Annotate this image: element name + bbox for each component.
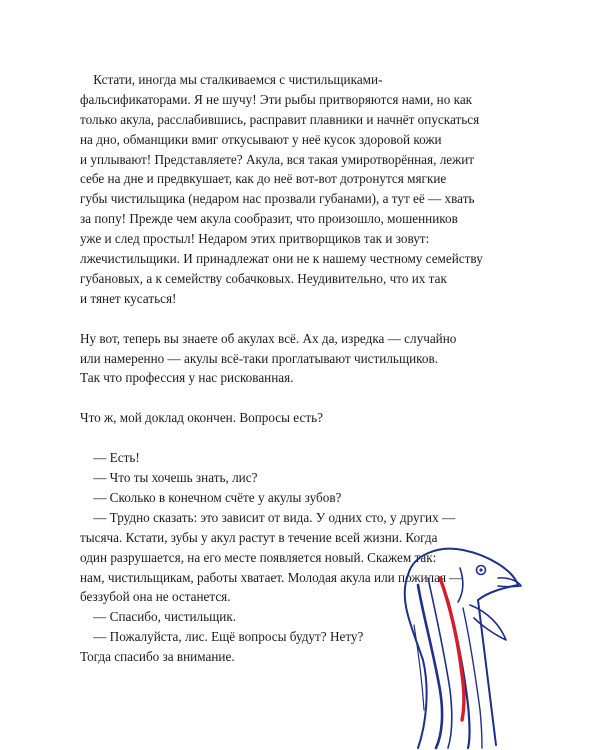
- paragraph-fake-cleaners: [80, 70, 520, 309]
- fish-pupil: [479, 568, 482, 571]
- dialogue-line: — Спасибо, чистильщик.: [80, 609, 237, 625]
- cleaner-fish-illustration: [378, 530, 528, 750]
- text-line: и уплывают! Представляете? Акула, вся такая умиротворённая, лежит: [80, 151, 475, 167]
- text-line: только акула, расслабившись, расправит плавники и начнёт опускаться: [80, 111, 480, 127]
- dialogue-line: тысяча. Кстати, зубы у акул растут в течение всей жизни. Когда: [80, 529, 438, 545]
- text-line: себе на дне и предвкушает, как до неё вот-вот дотронутся мягкие: [80, 171, 447, 187]
- paragraph-risky-profession: [80, 329, 520, 389]
- dialogue-line: — Трудно сказать: это зависит от вида. У одних сто, у других —: [80, 509, 456, 525]
- dialogue-line: — Что ты хочешь знать, лис?: [80, 470, 258, 486]
- text-line: губановых, а к семейству собачковых. Неудивительно, что их так: [80, 270, 447, 286]
- text-line: или намеренно — акулы всё-таки проглатывают чистильщиков.: [80, 350, 439, 366]
- text-line: Что ж, мой доклад окончен. Вопросы есть?: [80, 410, 323, 426]
- text-line: Так что профессия у нас рискованная.: [80, 370, 294, 386]
- text-line: фальсификаторами. Я не шучу! Эти рыбы притворяются нами, но как: [80, 91, 473, 107]
- dialogue-line: один разрушается, на его месте появляется новый. Скажем так:: [80, 549, 437, 565]
- fish-fin: [470, 605, 506, 640]
- text-line: на дно, обманщики вмиг откусывают у неё кусок здоровой кожи: [80, 131, 442, 147]
- fish-gill: [458, 568, 463, 602]
- dialogue-line: Тогда спасибо за внимание.: [80, 649, 235, 665]
- text-line: Ну вот, теперь вы знаете об акулах всё. Ах да, изредка — случайно: [80, 330, 457, 346]
- text-line: Кстати, иногда мы сталкиваемся с чистильщиками-: [80, 72, 383, 87]
- text-line: за попу! Прежде чем акула сообразит, что произошло, мошенников: [80, 211, 458, 227]
- dialogue-line: — Сколько в конечном счёте у акулы зубов?: [80, 490, 342, 506]
- text-line: уже и след простыл! Недаром этих притворщиков так и зовут:: [80, 231, 430, 247]
- dialogue-line: нам, чистильщикам, работы хватает. Молодая акула или пожилая —: [80, 569, 463, 585]
- paragraph-questions: [80, 408, 520, 428]
- fish-back: [405, 575, 427, 748]
- dialogue-line: — Пожалуйста, лис. Ещё вопросы будут? Нету?: [80, 629, 364, 645]
- text-line: и тянет кусаться!: [80, 290, 177, 306]
- text-line: лжечистильщики. И принадлежат они не к нашему честному семейству: [80, 251, 483, 267]
- dialogue-line: — Есть!: [80, 450, 140, 466]
- dialogue-line: беззубой она не останется.: [80, 589, 231, 605]
- text-line: губы чистильщика (недаром нас прозвали губанами), а тут её — хвать: [80, 191, 475, 207]
